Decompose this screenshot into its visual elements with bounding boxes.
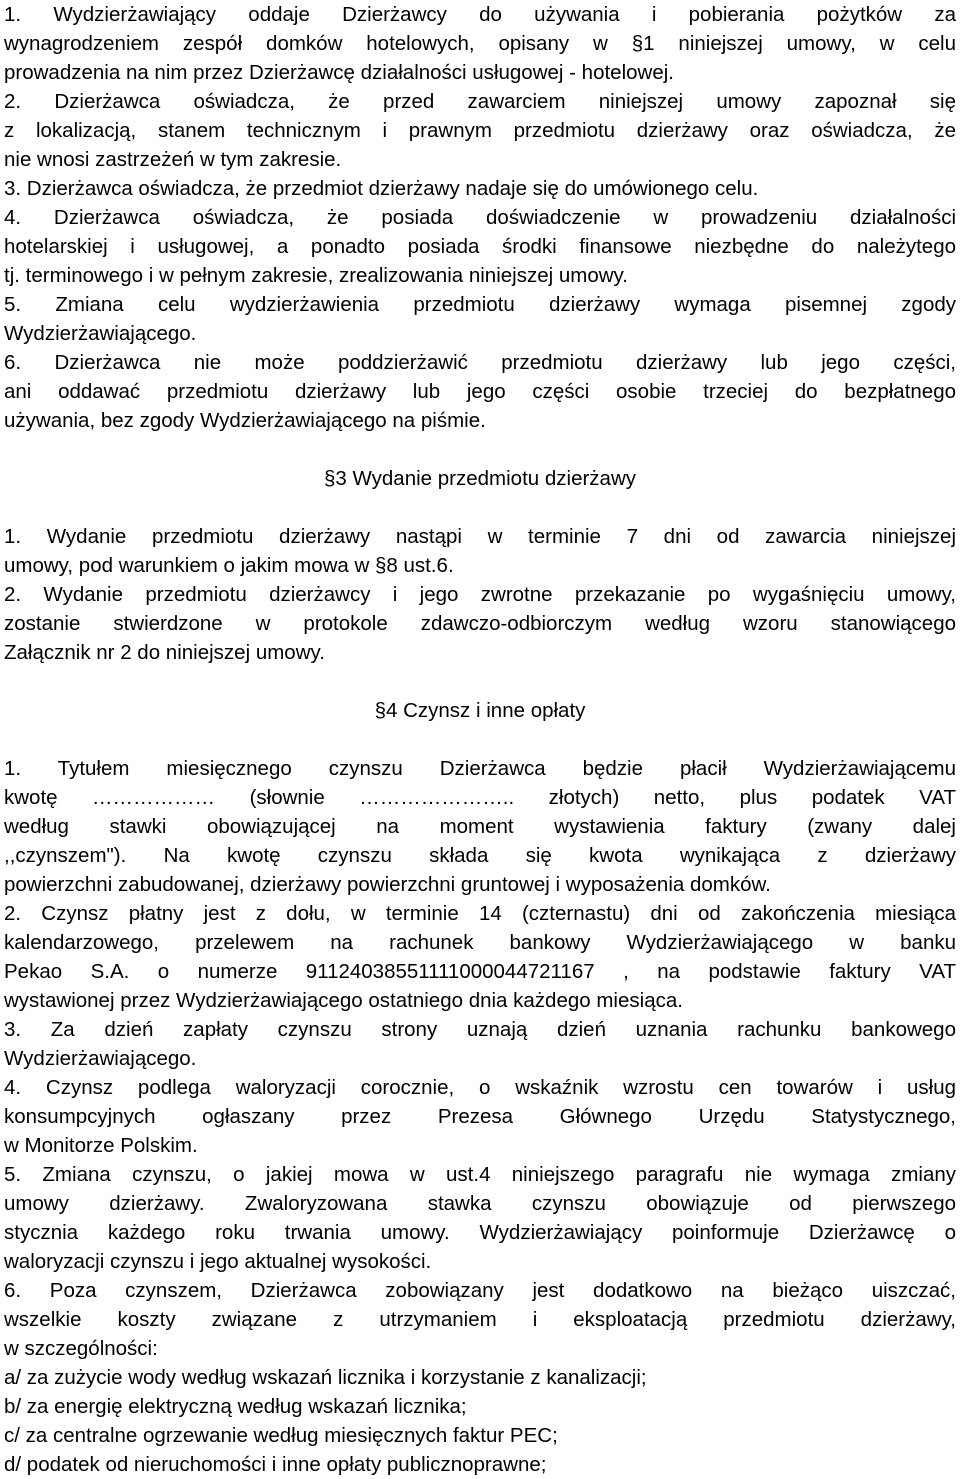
text-line: konsumpcyjnych ogłaszany przez Prezesa Głównego Urzędu Statystycznego, [4,1105,956,1128]
paragraph-2-3 [4,174,956,203]
paragraph-2-6 [4,348,956,435]
text-line: 6. Poza czynszem, Dzierżawca zobowiązany jest dodatkowo na bieżąco uiszczać, [4,1279,956,1302]
paragraph-4-2 [4,899,956,1015]
text-line: hotelarskiej i usługowej, a ponadto posiada środki finansowe niezbędne do należytego [4,235,956,258]
list-item: d/ podatek od nieruchomości i inne opłaty publicznoprawne; [4,1453,547,1476]
blank-line [4,493,956,522]
text-line: Pekao S.A. o numerze 91124038551111000044721167 , na podstawie faktury VAT [4,960,956,983]
text-line: kwotę ……………… (słownie ………………….. złotych) netto, plus podatek VAT [4,786,956,809]
paragraph-4-4 [4,1073,956,1160]
text-line: wystawionej przez Wydzierżawiającego ostatniego dnia każdego miesiąca. [4,989,683,1012]
text-line: Załącznik nr 2 do niniejszej umowy. [4,641,325,664]
text-line: używania, bez zgody Wydzierżawiającego na piśmie. [4,409,486,432]
blank-line [4,435,956,464]
text-line: 1. Tytułem miesięcznego czynszu Dzierżawca będzie płacił Wydzierżawiającemu [4,757,956,780]
text-line: 4. Dzierżawca oświadcza, że posiada doświadczenie w prowadzeniu działalności [4,206,956,229]
section-heading-4: §4 Czynsz i inne opłaty [374,699,586,722]
text-line: zostanie stwierdzone w protokole zdawczo-odbiorczym według wzoru stanowiącego [4,612,956,635]
paragraph-2-1 [4,0,956,87]
text-line: stycznia każdego roku trwania umowy. Wydzierżawiający poinformuje Dzierżawcę o [4,1221,956,1244]
text-line: umowy dzierżawy. Zwaloryzowana stawka czynszu obowiązuje od pierwszego [4,1192,956,1215]
text-line: tj. terminowego i w pełnym zakresie, zrealizowania niniejszej umowy. [4,264,628,287]
blank-line [4,667,956,696]
text-line: 1. Wydzierżawiający oddaje Dzierżawcy do używania i pobierania pożytków za [4,3,956,26]
text-line: powierzchni zabudowanej, dzierżawy powierzchni gruntowej i wyposażenia domków. [4,873,771,896]
text-line: w Monitorze Polskim. [4,1134,198,1157]
text-line: Wydzierżawiającego. [4,322,197,345]
paragraph-2-4 [4,203,956,290]
text-line: 5. Zmiana czynszu, o jakiej mowa w ust.4 niniejszego paragrafu nie wymaga zmiany [4,1163,956,1186]
text-line: 3. Dzierżawca oświadcza, że przedmiot dzierżawy nadaje się do umówionego celu. [4,177,759,200]
list-item: a/ za zużycie wody według wskazań licznika i korzystanie z kanalizacji; [4,1366,647,1389]
text-line: Wydzierżawiającego. [4,1047,197,1070]
text-line: ani oddawać przedmiotu dzierżawy lub jego części osobie trzeciej do bezpłatnego [4,380,956,403]
text-line: ,,czynszem"). Na kwotę czynszu składa się kwota wynikająca z dzierżawy [4,844,956,867]
paragraph-4-5 [4,1160,956,1276]
text-line: z lokalizacją, stanem technicznym i prawnym przedmiotu dzierżawy oraz oświadcza, że [4,119,956,142]
text-line: 6. Dzierżawca nie może poddzierżawić przedmiotu dzierżawy lub jego części, [4,351,956,374]
text-line: 5. Zmiana celu wydzierżawienia przedmiotu dzierżawy wymaga pisemnej zgody [4,293,956,316]
text-line: wszelkie koszty związane z utrzymaniem i eksploatacją przedmiotu dzierżawy, [4,1308,956,1331]
text-line: waloryzacji czynszu i jego aktualnej wysokości. [4,1250,432,1273]
list-items [4,1363,956,1479]
paragraph-4-3 [4,1015,956,1073]
paragraph-2-2 [4,87,956,174]
section-heading-3: §3 Wydanie przedmiotu dzierżawy [323,467,636,490]
text-line: kalendarzowego, przelewem na rachunek bankowy Wydzierżawiającego w banku [4,931,956,954]
text-line: wynagrodzeniem zespół domków hotelowych, opisany w §1 niniejszej umowy, w celu [4,32,956,55]
text-line: 2. Czynsz płatny jest z dołu, w terminie 14 (czternastu) dni od zakończenia miesiąca [4,902,956,925]
paragraph-2-5 [4,290,956,348]
list-item: c/ za centralne ogrzewanie według miesięcznych faktur PEC; [4,1424,558,1447]
text-line: 2. Dzierżawca oświadcza, że przed zawarciem niniejszej umowy zapoznał się [4,90,956,113]
text-line: nie wnosi zastrzeżeń w tym zakresie. [4,148,342,171]
text-line: 1. Wydanie przedmiotu dzierżawy nastąpi w terminie 7 dni od zawarcia niniejszej [4,525,956,548]
text-line: 2. Wydanie przedmiotu dzierżawcy i jego zwrotne przekazanie po wygaśnięciu umowy, [4,583,956,606]
paragraph-3-1 [4,522,956,580]
text-line: 4. Czynsz podlega waloryzacji corocznie, o wskaźnik wzrostu cen towarów i usług [4,1076,956,1099]
paragraph-4-6 [4,1276,956,1363]
text-line: prowadzenia na nim przez Dzierżawcę działalności usługowej - hotelowej. [4,61,674,84]
text-line: umowy, pod warunkiem o jakim mowa w §8 ust.6. [4,554,454,577]
text-line: 3. Za dzień zapłaty czynszu strony uznają dzień uznania rachunku bankowego [4,1018,956,1041]
text-line: w szczególności: [4,1337,158,1360]
text-line: według stawki obowiązującej na moment wystawienia faktury (zwany dalej [4,815,956,838]
paragraph-4-1 [4,754,956,899]
blank-line [4,725,956,754]
list-item: b/ za energię elektryczną według wskazań licznika; [4,1395,467,1418]
paragraph-3-2 [4,580,956,667]
